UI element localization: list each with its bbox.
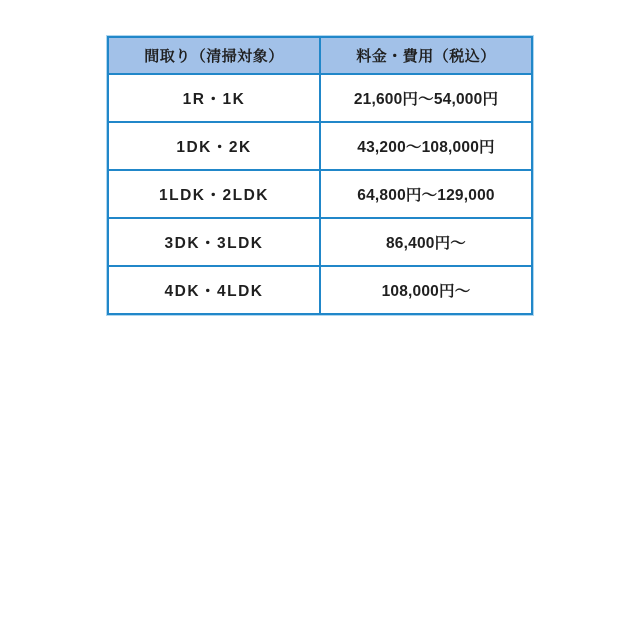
layout-cell: 1R・1K [108, 74, 320, 122]
price-cell: 86,400円〜 [320, 218, 532, 266]
table-row [108, 74, 532, 122]
table-row [108, 218, 532, 266]
layout-cell: 3DK・3LDK [108, 218, 320, 266]
header-cell-price: 料金・費用（税込） [320, 37, 532, 74]
layout-cell: 4DK・4LDK [108, 266, 320, 314]
price-cell: 64,800円〜129,000 [320, 170, 532, 218]
pricing-table-head [108, 37, 532, 74]
table-row [108, 122, 532, 170]
layout-cell: 1DK・2K [108, 122, 320, 170]
header-row [108, 37, 532, 74]
pricing-table-body [108, 74, 532, 314]
header-cell-layout: 間取り（清掃対象） [108, 37, 320, 74]
pricing-table [107, 36, 533, 315]
price-cell: 108,000円〜 [320, 266, 532, 314]
table-row [108, 266, 532, 314]
price-cell: 43,200〜108,000円 [320, 122, 532, 170]
price-cell: 21,600円〜54,000円 [320, 74, 532, 122]
table-row [108, 170, 532, 218]
layout-cell: 1LDK・2LDK [108, 170, 320, 218]
